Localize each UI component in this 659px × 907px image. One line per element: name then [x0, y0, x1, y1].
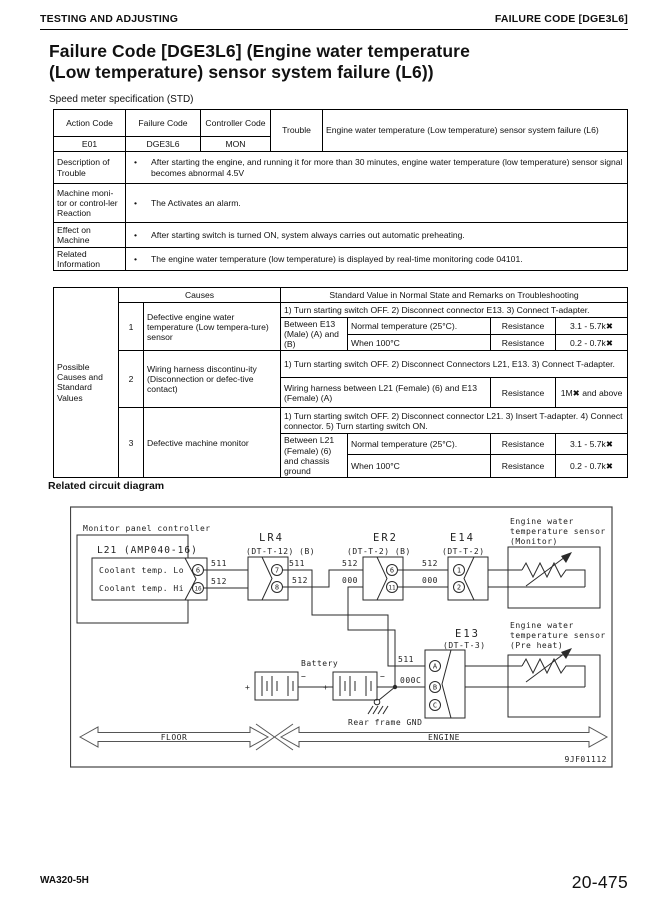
- cause-number: 2: [119, 351, 144, 408]
- header-left: TESTING AND ADJUSTING: [40, 13, 179, 25]
- measure-point: Between L21 (Female) (6) and chassis ground: [281, 434, 348, 478]
- check-item: Resistance: [491, 434, 556, 455]
- cause-number: 3: [119, 408, 144, 478]
- l21-row2: Coolant temp. Hi: [99, 584, 185, 593]
- standard-value-header: Standard Value in Normal State and Remarks on Troubleshooting: [281, 288, 628, 303]
- svg-text:B: B: [432, 683, 438, 692]
- l21-row1: Coolant temp. Lo: [99, 566, 185, 575]
- wire-000c-label: 000C: [400, 676, 422, 685]
- check-condition: Normal temperature (25°C).: [348, 434, 491, 455]
- location-arrows: [80, 724, 607, 750]
- check-condition: When 100°C: [348, 455, 491, 478]
- page-title-line2: (Low temperature) sensor system failure (L6)): [49, 62, 434, 82]
- controller-code-header: Controller Code: [201, 110, 271, 137]
- trouble-text: Engine water temperature (Low temperature) sensor system failure (L6): [323, 110, 628, 152]
- wire-511-label: 511: [398, 655, 414, 664]
- bullet: •: [134, 254, 138, 265]
- page-subtitle: Speed meter specification (STD): [49, 94, 194, 105]
- row-content: [126, 152, 628, 184]
- e13-subtitle: (DT-T-3): [443, 641, 486, 650]
- minus-sign: −: [301, 672, 307, 681]
- row-content: [126, 248, 628, 271]
- svg-text:6: 6: [389, 566, 395, 575]
- thermistor-symbol: [522, 659, 585, 687]
- cause-number: 1: [119, 303, 144, 351]
- connector-e13: [400, 628, 486, 718]
- failure-info-table: [53, 109, 628, 271]
- check-value: 3.1 - 5.7k✖: [556, 434, 628, 455]
- svg-text:16: 16: [194, 585, 202, 593]
- engine-label: ENGINE: [428, 733, 460, 742]
- procedure-text: 1) Turn starting switch OFF. 2) Disconnect connector E13. 3) Connect T-adapter.: [281, 303, 628, 318]
- svg-text:8: 8: [274, 583, 280, 592]
- circuit-diagram: [70, 506, 613, 768]
- thermistor-symbol: [522, 563, 585, 587]
- wire-000-label: 000: [342, 576, 358, 585]
- er2-title: ER2: [373, 532, 398, 544]
- check-value: 1M✖ and above: [556, 378, 628, 408]
- svg-text:6: 6: [195, 566, 201, 575]
- er2-subtitle: (DT-T-2) (B): [347, 547, 411, 556]
- failure-code-header: Failure Code: [126, 110, 201, 137]
- l21-title: L21 (AMP040-16): [97, 545, 198, 556]
- check-condition: When 100°C: [348, 335, 491, 351]
- connector-e14: [442, 532, 488, 600]
- page-title-line1: Failure Code [DGE3L6] (Engine water temperature: [49, 41, 470, 61]
- minus-sign: −: [380, 672, 386, 681]
- svg-text:(Monitor): (Monitor): [510, 537, 558, 546]
- row-text: After starting the engine, and running it for more than 30 minutes, engine water temperature (low temperature) sensor signal becomes abnormal 4.5V: [151, 157, 623, 178]
- check-item: Resistance: [491, 378, 556, 408]
- row-label: Description of Trouble: [54, 152, 126, 184]
- svg-text:11: 11: [388, 584, 396, 592]
- controller-code-value: MON: [201, 137, 271, 152]
- svg-text:(Pre heat): (Pre heat): [510, 641, 564, 650]
- svg-text:2: 2: [456, 583, 462, 592]
- svg-text:temperature sensor: temperature sensor: [510, 527, 606, 536]
- failure-code-value: DGE3L6: [126, 137, 201, 152]
- wire-512-label: 512: [422, 559, 438, 568]
- page-header: [40, 13, 628, 25]
- sensor-preheat: [465, 621, 606, 717]
- svg-text:1: 1: [456, 566, 462, 575]
- plus-sign: +: [323, 683, 329, 692]
- check-value: 0.2 - 0.7k✖: [556, 455, 628, 478]
- check-value: 3.1 - 5.7k✖: [556, 318, 628, 335]
- row-text: The Activates an alarm.: [151, 197, 241, 208]
- battery-label: Battery: [301, 659, 339, 668]
- wire-512-label: 512: [292, 576, 308, 585]
- svg-text:A: A: [432, 662, 438, 671]
- wire-512-label: 512: [342, 559, 358, 568]
- cause-text: Wiring harness discontinu-ity (Disconnection or defec-tive contact): [144, 351, 281, 408]
- action-code-value: E01: [54, 137, 126, 152]
- row-label: Effect on Machine: [54, 223, 126, 248]
- svg-text:7: 7: [274, 566, 280, 575]
- lr4-title: LR4: [259, 532, 284, 544]
- e13-title: E13: [455, 628, 480, 640]
- connector-l21: [92, 545, 207, 600]
- page-title: [49, 41, 470, 83]
- variable-arrow: [561, 552, 572, 563]
- possible-causes-label: Possible Causes and Standard Values: [54, 288, 119, 478]
- svg-text:C: C: [432, 701, 438, 710]
- floor-label: FLOOR: [160, 733, 188, 742]
- figure-code: 9JF01112: [564, 755, 607, 764]
- footer-model: WA320-5H: [40, 875, 89, 886]
- controller-label: Monitor panel controller: [83, 524, 211, 533]
- plus-sign: +: [245, 683, 251, 692]
- procedure-text: 1) Turn starting switch OFF. 2) Disconnect connector L21. 3) Insert T-adapter. 4) Connect connector. 5) Turn starting switch ON.: [281, 408, 628, 434]
- ground-label: Rear frame GND: [348, 718, 423, 727]
- row-text: After starting switch is turned ON, system always carries out automatic preheating.: [151, 229, 465, 240]
- action-code-header: Action Code: [54, 110, 126, 137]
- wire-000-label: 000: [422, 576, 438, 585]
- svg-text:temperature sensor: temperature sensor: [510, 631, 606, 640]
- sensor-monitor: [488, 517, 606, 608]
- lr4-subtitle: (DT-T-12) (B): [246, 547, 316, 556]
- check-item: Resistance: [491, 318, 556, 335]
- bullet: •: [134, 157, 138, 168]
- footer-page-number: 20-475: [571, 872, 628, 892]
- wires-er2-e14: [398, 559, 448, 587]
- row-label: Related Information: [54, 248, 126, 271]
- wire-511-label: 511: [289, 559, 305, 568]
- cause-text: Defective machine monitor: [144, 408, 281, 478]
- trouble-header: Trouble: [271, 110, 323, 152]
- header-rule: [40, 29, 628, 30]
- causes-header: Causes: [119, 288, 281, 303]
- svg-text:Engine water: Engine water: [510, 621, 574, 630]
- check-condition: Normal temperature (25°C).: [348, 318, 491, 335]
- check-item: Resistance: [491, 455, 556, 478]
- wire-511-label: 511: [211, 559, 227, 568]
- bullet: •: [134, 197, 138, 208]
- check-item: Resistance: [491, 335, 556, 351]
- bullet: •: [134, 229, 138, 240]
- row-text: The engine water temperature (low temperature) is displayed by real-time monitoring code 04101.: [151, 254, 523, 265]
- measure-point: Between E13 (Male) (A) and (B): [281, 318, 348, 351]
- diagram-heading: Related circuit diagram: [48, 480, 165, 492]
- procedure-text: 1) Turn starting switch OFF. 2) Disconnect Connectors L21, E13. 3) Connect T-adapter.: [281, 351, 628, 378]
- row-content: [126, 184, 628, 223]
- wires-l21-lr4: [204, 559, 248, 588]
- header-right: FAILURE CODE [DGE3L6]: [494, 13, 628, 25]
- row-content: [126, 223, 628, 248]
- wire-512-label: 512: [211, 577, 227, 586]
- battery: [245, 659, 425, 700]
- svg-text:Engine water: Engine water: [510, 517, 574, 526]
- e14-title: E14: [450, 532, 475, 544]
- cause-text: Defective engine water temperature (Low tempera-ture) sensor: [144, 303, 281, 351]
- causes-table: [53, 287, 628, 478]
- e14-subtitle: (DT-T-2): [442, 547, 485, 556]
- check-value: 0.2 - 0.7k✖: [556, 335, 628, 351]
- row-label: Machine moni-tor or control-ler Reaction: [54, 184, 126, 223]
- check-condition: Wiring harness between L21 (Female) (6) and E13 (Female) (A): [281, 378, 491, 408]
